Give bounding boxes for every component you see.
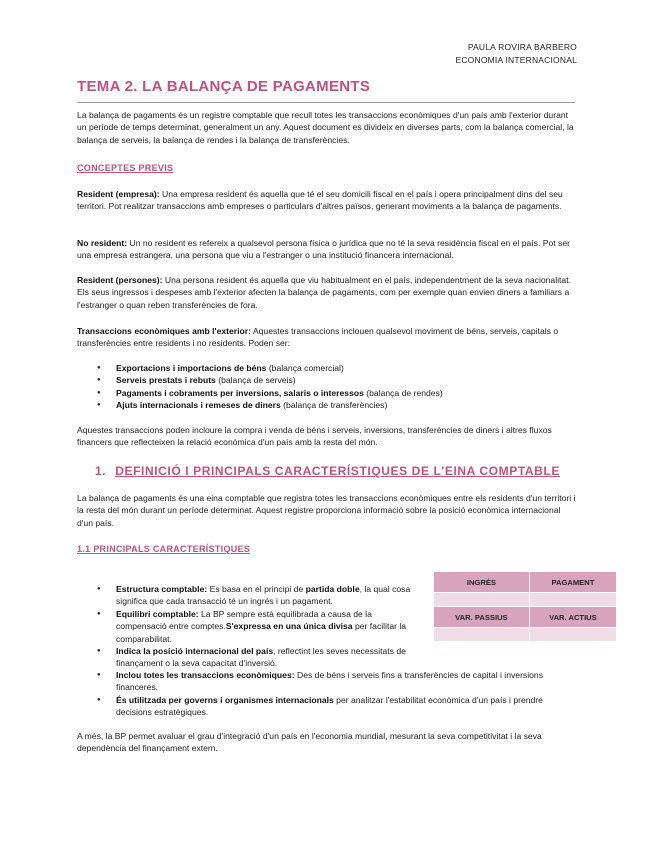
concept-term: Resident (persones): [77, 275, 163, 285]
table-cell-income: INGRÉS [434, 572, 530, 593]
list-item: ● Equilibri comptable: La BP sempre està equilibrada a causa de la compensació entre comptes.S'expressa en una única divisa per facilitar la comparabilitat. [97, 608, 413, 645]
page-header [455, 41, 577, 67]
concept-resident-company [77, 188, 577, 213]
concepts-heading: CONCEPTES PREVIS [77, 163, 174, 173]
author-name: PAULA ROVIRA BARBERO [467, 42, 577, 52]
section-title: DEFINICIÓ I PRINCIPALS CARACTERÍSTIQUES DE L'EINA COMPTABLE [115, 464, 560, 478]
concept-text: Una persona resident és aquella que viu habitualment en el país, independentment de la seva nacionalitat. Els seus ingressos i despeses amb l'exterior afecten la balança de pagaments, com per exemple quan envien diners a familiars a l'estranger o quan reben transferències de fora. [77, 275, 571, 310]
concept-transactions [77, 325, 577, 350]
concept-term: No resident: [77, 238, 128, 248]
closing-paragraph: A més, la BP permet avaluar el grau d'integració d'un país en l'economia mundial, mesurant la seva competitivitat i la seva dependència del finançament extern. [77, 731, 542, 754]
table-cell-assets: VAR. ACTIUS [529, 607, 616, 628]
list-item: ● És utilitzada per governs i organismes internacionals per analitzar l'estabilitat econòmica d'un país i prendre decisions estratègiques. [97, 694, 577, 719]
balance-table [433, 571, 617, 642]
characteristics-list [97, 583, 413, 670]
concept-text: Aquestes transaccions inclouen qualsevol moviment de béns, serveis, capitals o transferències entre residents i no residents. Poden ser: [77, 326, 559, 349]
table-row-spacer [434, 628, 617, 642]
intro-paragraph: La balança de pagaments és un registre comptable que recull totes les transaccions econòmiques d'un país amb l'exterior durant un període de temps determinat, generalment un any. Aquest document es divideix en diverses parts, com la balança comercial, la balança de serveis, la balança de rendes i la balança de transferències. [77, 110, 574, 145]
list-item: ● Indica la posició internacional del país, reflectint les seves necessitats de finançament o la seva capacitat d'inversió. [97, 645, 413, 670]
characteristics-list-continued [97, 669, 577, 719]
title-divider [77, 102, 575, 103]
page-title: TEMA 2. LA BALANÇA DE PAGAMENTS [77, 78, 371, 95]
subsection-heading: 1.1 PRINCIPALS CARACTERÍSTIQUES [77, 544, 251, 554]
concept-resident-persons [77, 274, 577, 311]
table-cell-liabilities: VAR. PASSIUS [434, 607, 530, 628]
course-name: ECONOMIA INTERNACIONAL [455, 55, 577, 65]
concept-term: Resident (empresa): [77, 189, 160, 199]
concepts-closing-paragraph: Aquestes transaccions poden incloure la compra i venda de béns i serveis, inversions, transferències de diners i altres fluxos financers que reflecteixen la relació econòmica d'un país amb la resta del món. [77, 425, 552, 448]
concept-text: Una empresa resident és aquella que té el seu domicili fiscal en el país i opera principalment dins del seu territori. Pot realitzar transaccions amb empreses o particulars d'altres països, generant moviments a la balança de pagaments. [77, 189, 563, 212]
transaction-types-list [97, 362, 577, 412]
concept-text: Un no resident es refereix a qualsevol persona física o jurídica que no té la seva residència fiscal en el país. Pot ser una empresa estrangera, una persona que viu a l'estranger o una institució financera internacional. [77, 238, 570, 261]
table-cell-payment: PAGAMENT [529, 572, 616, 593]
concept-non-resident [77, 237, 577, 262]
table-row [434, 607, 617, 628]
table-row-spacer [434, 593, 617, 607]
section-1-paragraph: La balança de pagaments és una eina comptable que registra totes les transaccions econòmiques entre els residents d'un territori i la resta del món durant un període determinat. Aquest registre proporciona informació sobre la posició econòmica internacional d'un país. [77, 493, 576, 528]
section-1-heading [95, 464, 560, 478]
concept-term: Transaccions econòmiques amb l'exterior: [77, 326, 251, 336]
list-item: ● Serveis prestats i rebuts (balança de serveis) [97, 374, 577, 386]
section-number: 1. [95, 464, 107, 478]
list-item: ● Estructura comptable: Es basa en el principi de partida doble, la qual cosa significa que cada transacció té un ingrés i un pagament. [97, 583, 413, 608]
list-item: ● Exportacions i importacions de béns (balança comercial) [97, 362, 577, 374]
table-row [434, 572, 617, 593]
list-item: ● Inclou totes les transaccions econòmiques: Des de béns i serveis fins a transferències de capital i inversions financeres. [97, 669, 577, 694]
list-item: ● Ajuts internacionals i remeses de diners (balança de transferències) [97, 399, 577, 411]
list-item: ● Pagaments i cobraments per inversions, salaris o interessos (balança de rendes) [97, 387, 577, 399]
